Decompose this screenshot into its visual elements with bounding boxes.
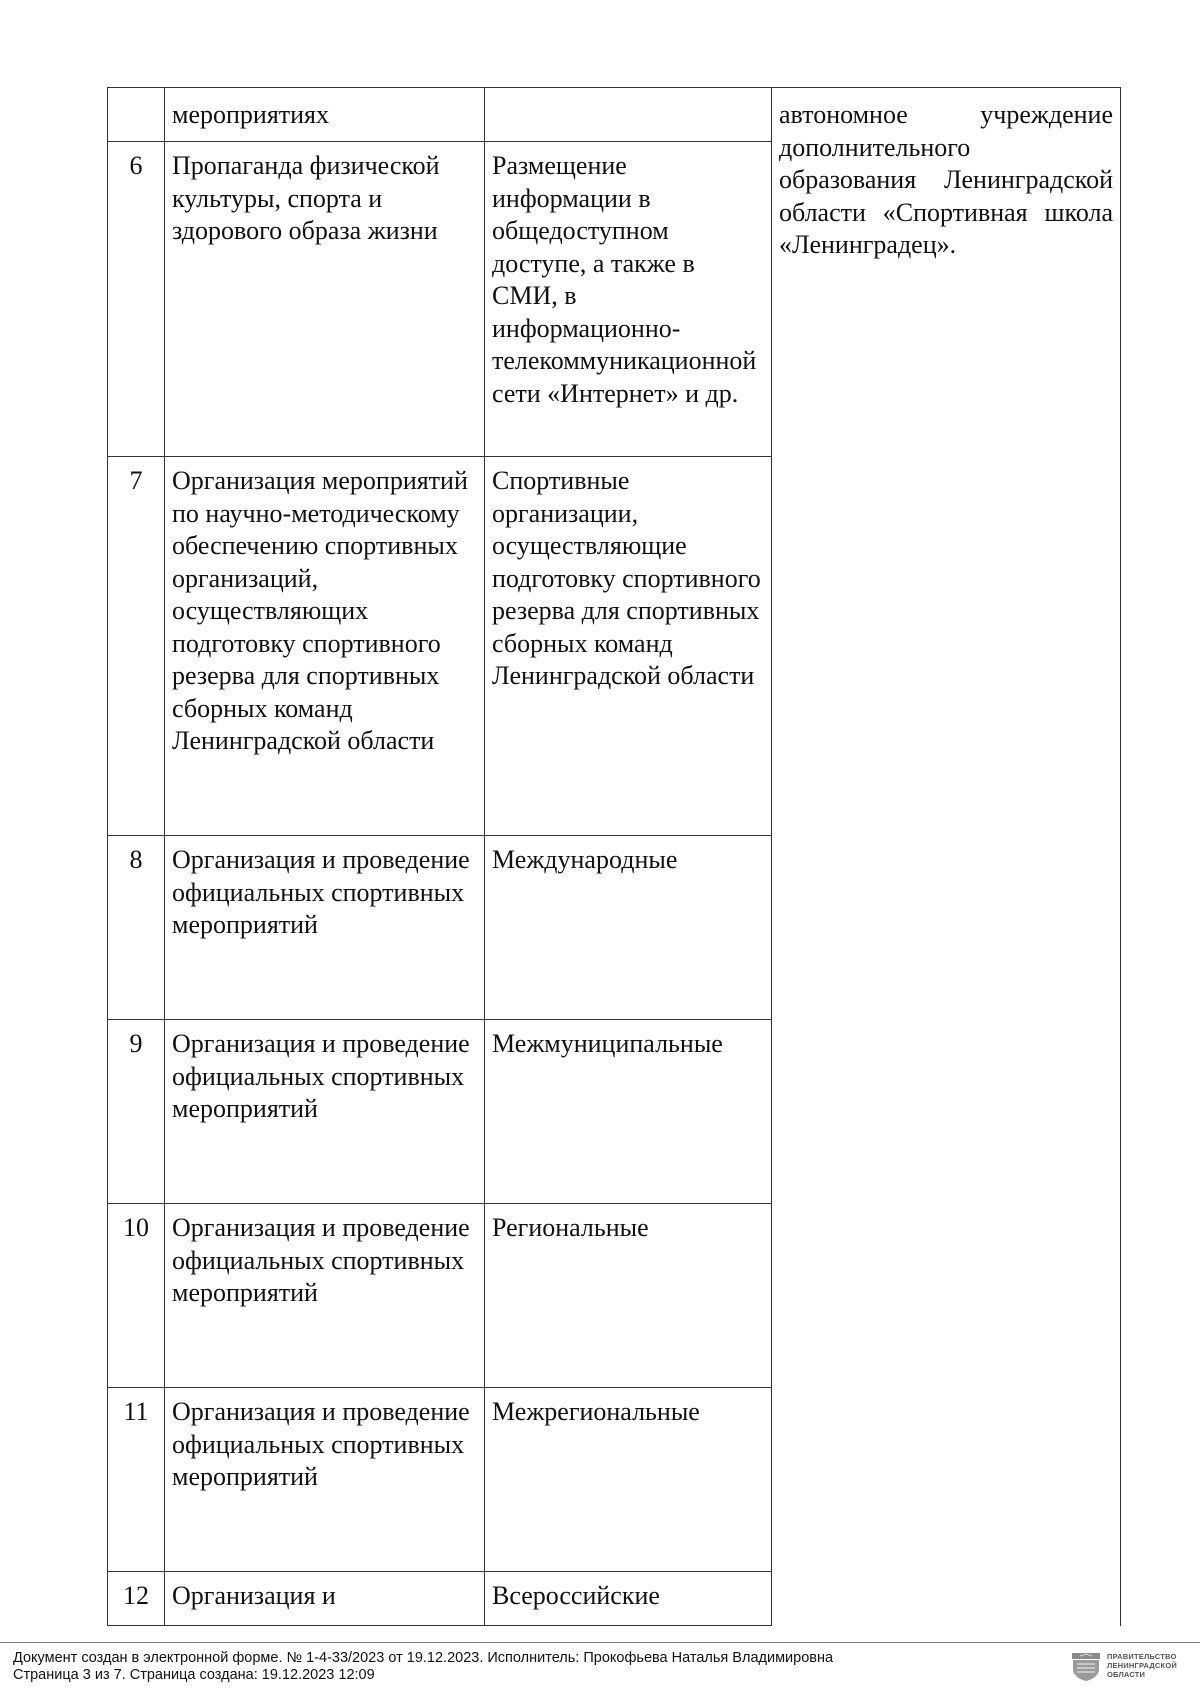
logo-line-1: ПРАВИТЕЛЬСТВО: [1107, 1652, 1177, 1661]
row-number: 9: [108, 1020, 165, 1204]
event-cell: Организация и проведение официальных спортивных мероприятий: [165, 1020, 485, 1204]
level-cell: Размещение информации в общедоступном доступе, а также в СМИ, в информационно-телекоммуникационной сети «Интернет» и др.: [485, 142, 772, 457]
logo-line-3: ОБЛАСТИ: [1107, 1670, 1146, 1679]
row-number: 6: [108, 142, 165, 457]
footer-text: [13, 1650, 833, 1683]
level-cell: Международные: [485, 836, 772, 1020]
level-cell: Межмуниципальные: [485, 1020, 772, 1204]
level-cell: Спортивные организации, осуществляющие подготовку спортивного резерва для спортивных сборных команд Ленинградской области: [485, 457, 772, 836]
organization-cell: автономное учреждение дополнительного образования Ленинградской области «Спортивная школа «Ленинградец».: [772, 88, 1121, 1626]
row-number: 8: [108, 836, 165, 1020]
logo-line-2: ЛЕНИНГРАДСКОЙ: [1107, 1661, 1177, 1670]
coat-of-arms-icon: [1071, 1652, 1101, 1682]
row-number: 11: [108, 1388, 165, 1572]
event-cell: Организация и проведение официальных спортивных мероприятий: [165, 1388, 485, 1572]
level-cell: Региональные: [485, 1204, 772, 1388]
footer-page-info: Страница 3 из 7. Страница создана: 19.12.2023 12:09: [13, 1666, 375, 1683]
government-logo: [1071, 1651, 1189, 1685]
row-number: [108, 88, 165, 142]
document-footer: [0, 1642, 1200, 1699]
row-number: 7: [108, 457, 165, 836]
level-cell: [485, 88, 772, 142]
level-cell: Всероссийские: [485, 1572, 772, 1626]
level-cell: Межрегиональные: [485, 1388, 772, 1572]
event-cell: Пропаганда физической культуры, спорта и здорового образа жизни: [165, 142, 485, 457]
services-table: [107, 87, 1121, 1626]
logo-caption: [1107, 1652, 1177, 1679]
event-cell: Организация мероприятий по научно-методическому обеспечению спортивных организаций, осуществляющих подготовку спортивного резерва для спортивных сборных команд Ленинградской области: [165, 457, 485, 836]
footer-document-info: Документ создан в электронной форме. № 1-4-33/2023 от 19.12.2023. Исполнитель: Прокофьева Наталья Владимировна: [13, 1650, 834, 1666]
table-row: [108, 88, 1121, 142]
event-cell: мероприятиях: [165, 88, 485, 142]
row-number: 12: [108, 1572, 165, 1626]
event-cell: Организация и проведение официальных спортивных мероприятий: [165, 836, 485, 1020]
event-cell: Организация и: [165, 1572, 485, 1626]
row-number: 10: [108, 1204, 165, 1388]
event-cell: Организация и проведение официальных спортивных мероприятий: [165, 1204, 485, 1388]
